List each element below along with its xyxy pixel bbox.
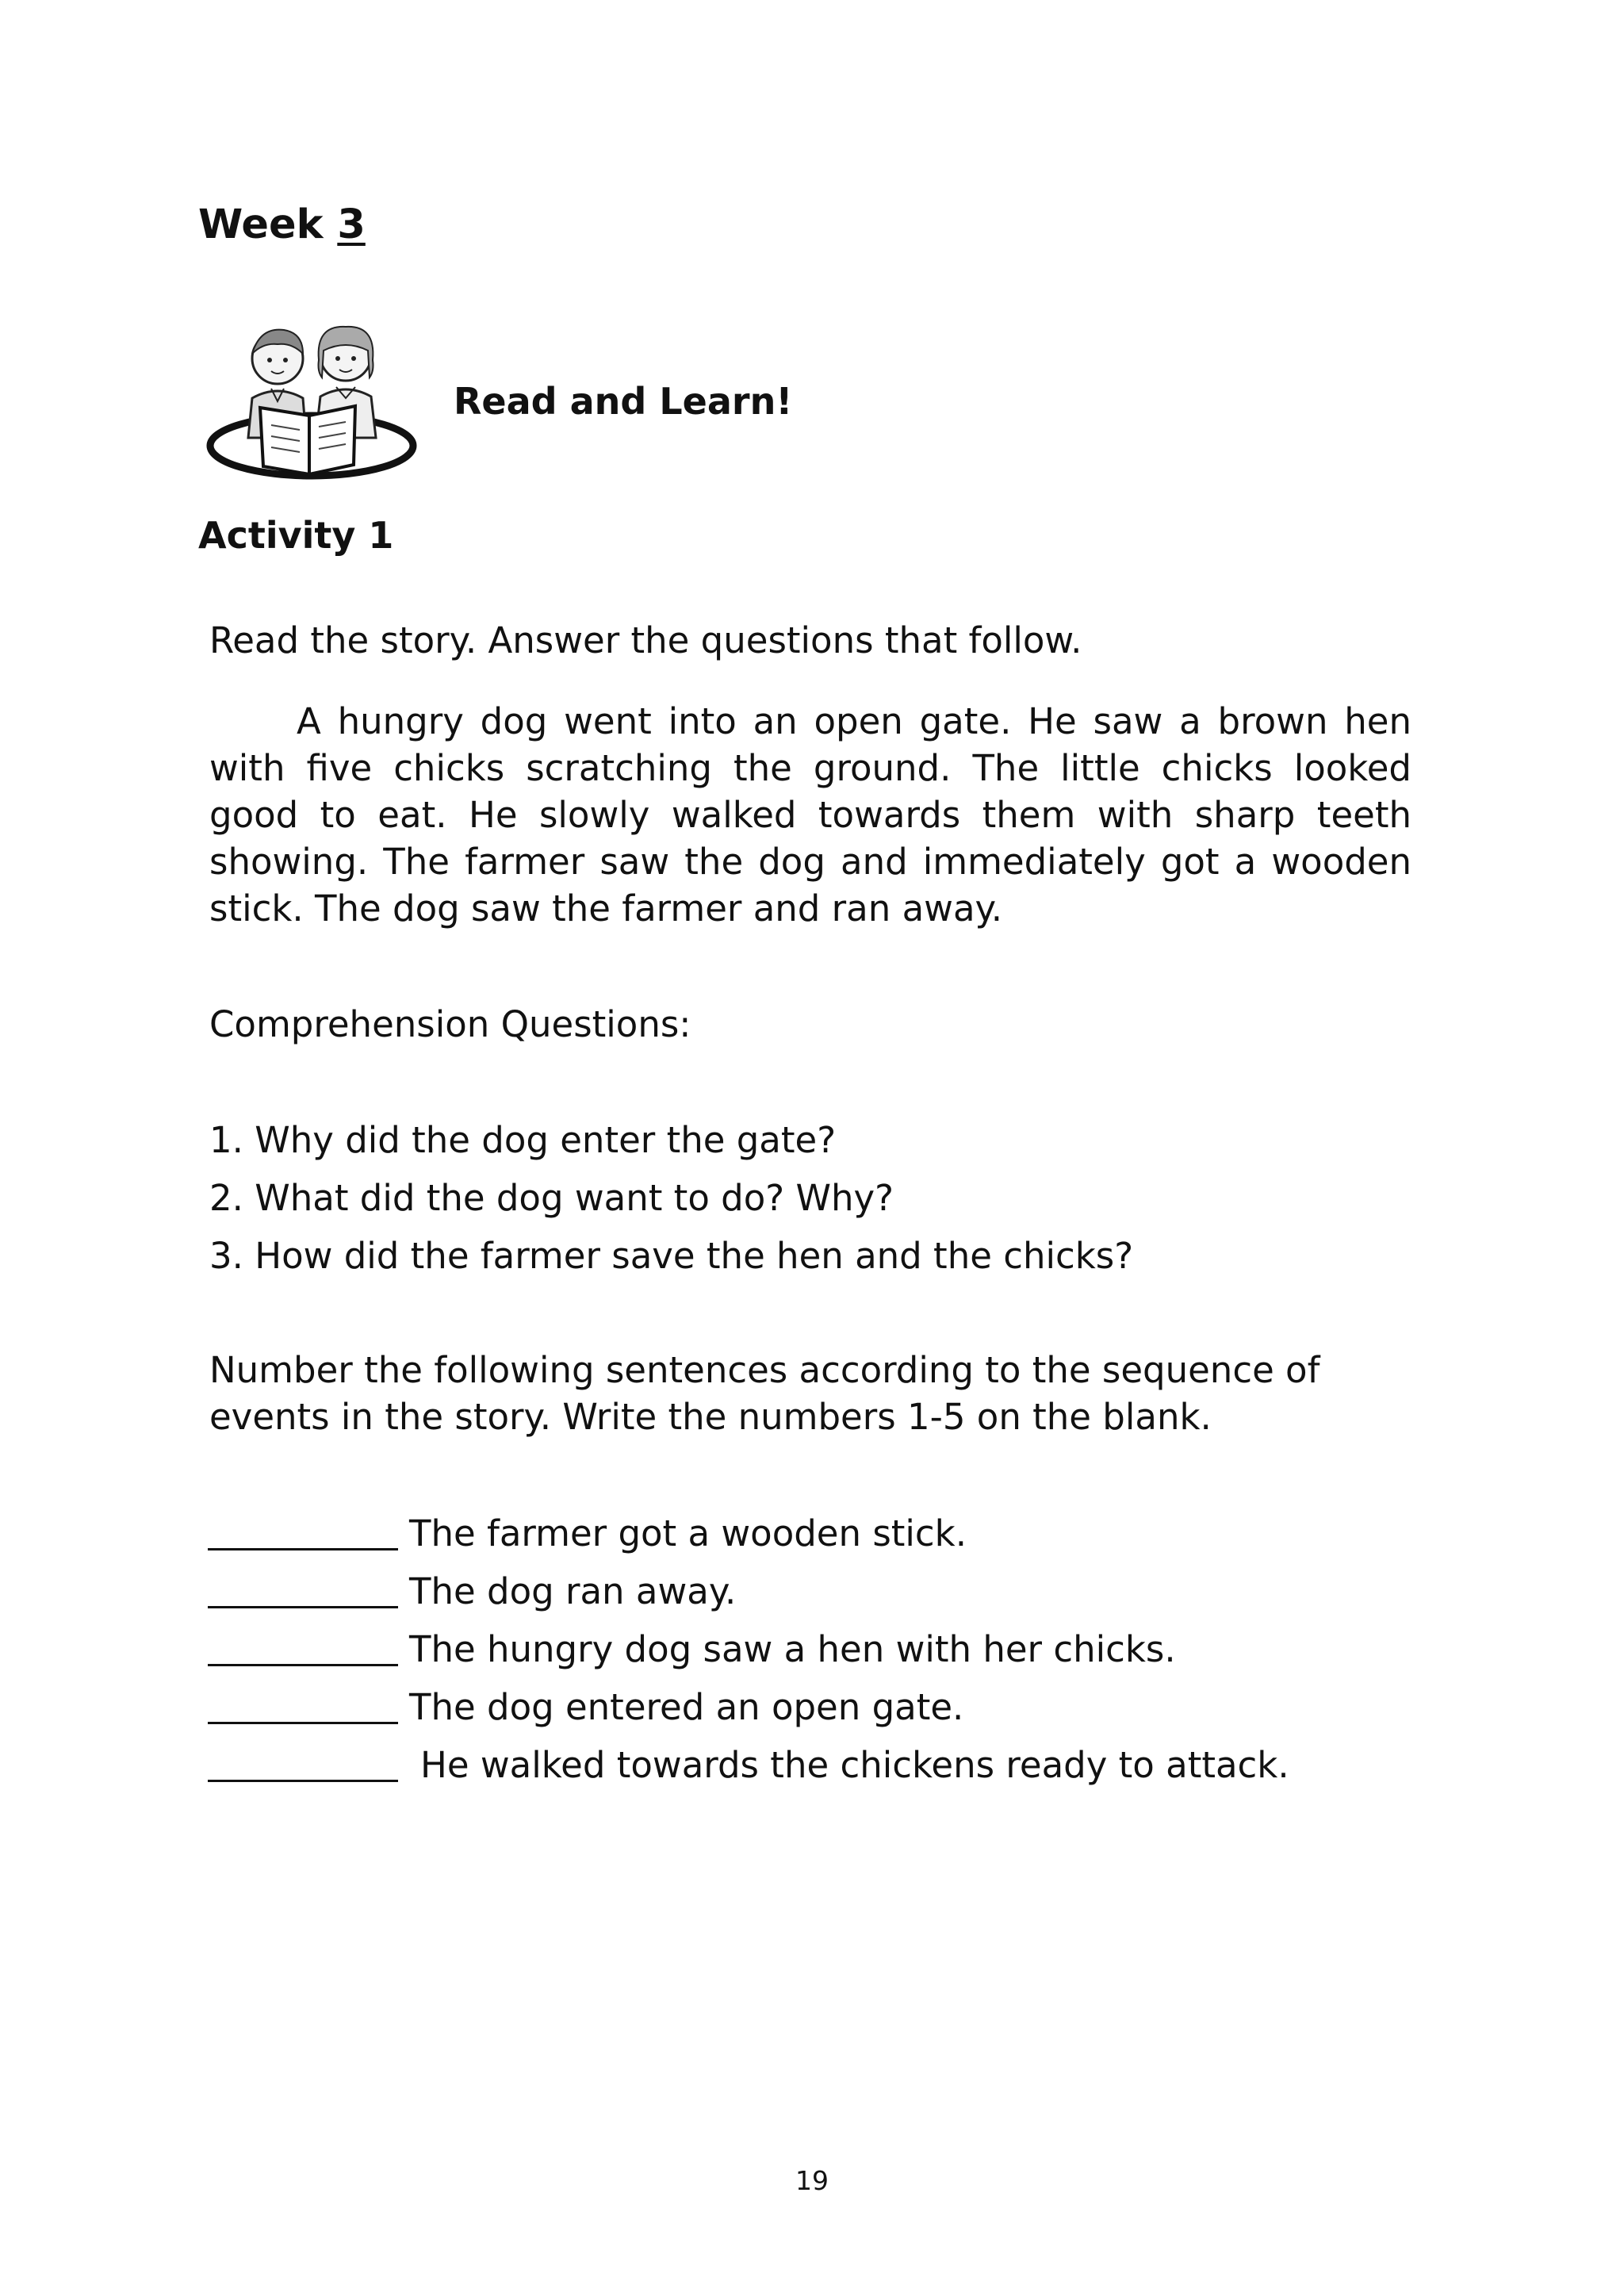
story-paragraph: A hungry dog went into an open gate. He saw a brown hen with five chicks scratching the ground. The little chicks looked good to eat. He slowly walked towards them with sharp teeth showing. The farmer saw the dog and immediately got a wooden stick. The dog saw the farmer and ran away. (209, 700, 1411, 930)
read-and-learn-title: Read and Learn! (454, 380, 793, 423)
activity-instruction: Read the story. Answer the questions that follow. (209, 619, 1082, 661)
sequence-sentence: The dog ran away. (409, 1570, 737, 1612)
sequence-row (208, 1742, 1289, 1788)
week-number: 3 (337, 201, 366, 248)
sequence-row (208, 1626, 1176, 1673)
sequence-instruction: Number the following sentences according to the sequence of events in the story. Write the numbers 1-5 on the blank. (209, 1349, 1320, 1438)
comprehension-heading: Comprehension Questions: (209, 1003, 691, 1045)
answer-blank[interactable] (208, 1510, 398, 1550)
sequence-sentence: The hungry dog saw a hen with her chicks. (409, 1628, 1176, 1670)
page-number: 19 (795, 2165, 829, 2196)
activity-title: Activity 1 (198, 514, 394, 557)
sequence-row (208, 1684, 963, 1731)
answer-blank[interactable] (208, 1568, 398, 1608)
sequence-row (208, 1510, 967, 1557)
question-item: 1. Why did the dog enter the gate? (209, 1119, 837, 1161)
answer-blank[interactable] (208, 1742, 398, 1782)
week-heading (198, 200, 366, 251)
sequence-sentence: The farmer got a wooden stick. (409, 1512, 967, 1554)
answer-blank[interactable] (208, 1626, 398, 1666)
children-reading-book-icon (205, 319, 423, 481)
sequence-sentence: He walked towards the chickens ready to attack. (420, 1744, 1289, 1786)
week-label: Week (198, 201, 324, 248)
answer-blank[interactable] (208, 1684, 398, 1724)
sequence-sentence: The dog entered an open gate. (409, 1686, 964, 1728)
question-item: 3. How did the farmer save the hen and the chicks? (209, 1235, 1134, 1277)
sequence-row (208, 1568, 736, 1615)
question-item: 2. What did the dog want to do? Why? (209, 1177, 894, 1219)
